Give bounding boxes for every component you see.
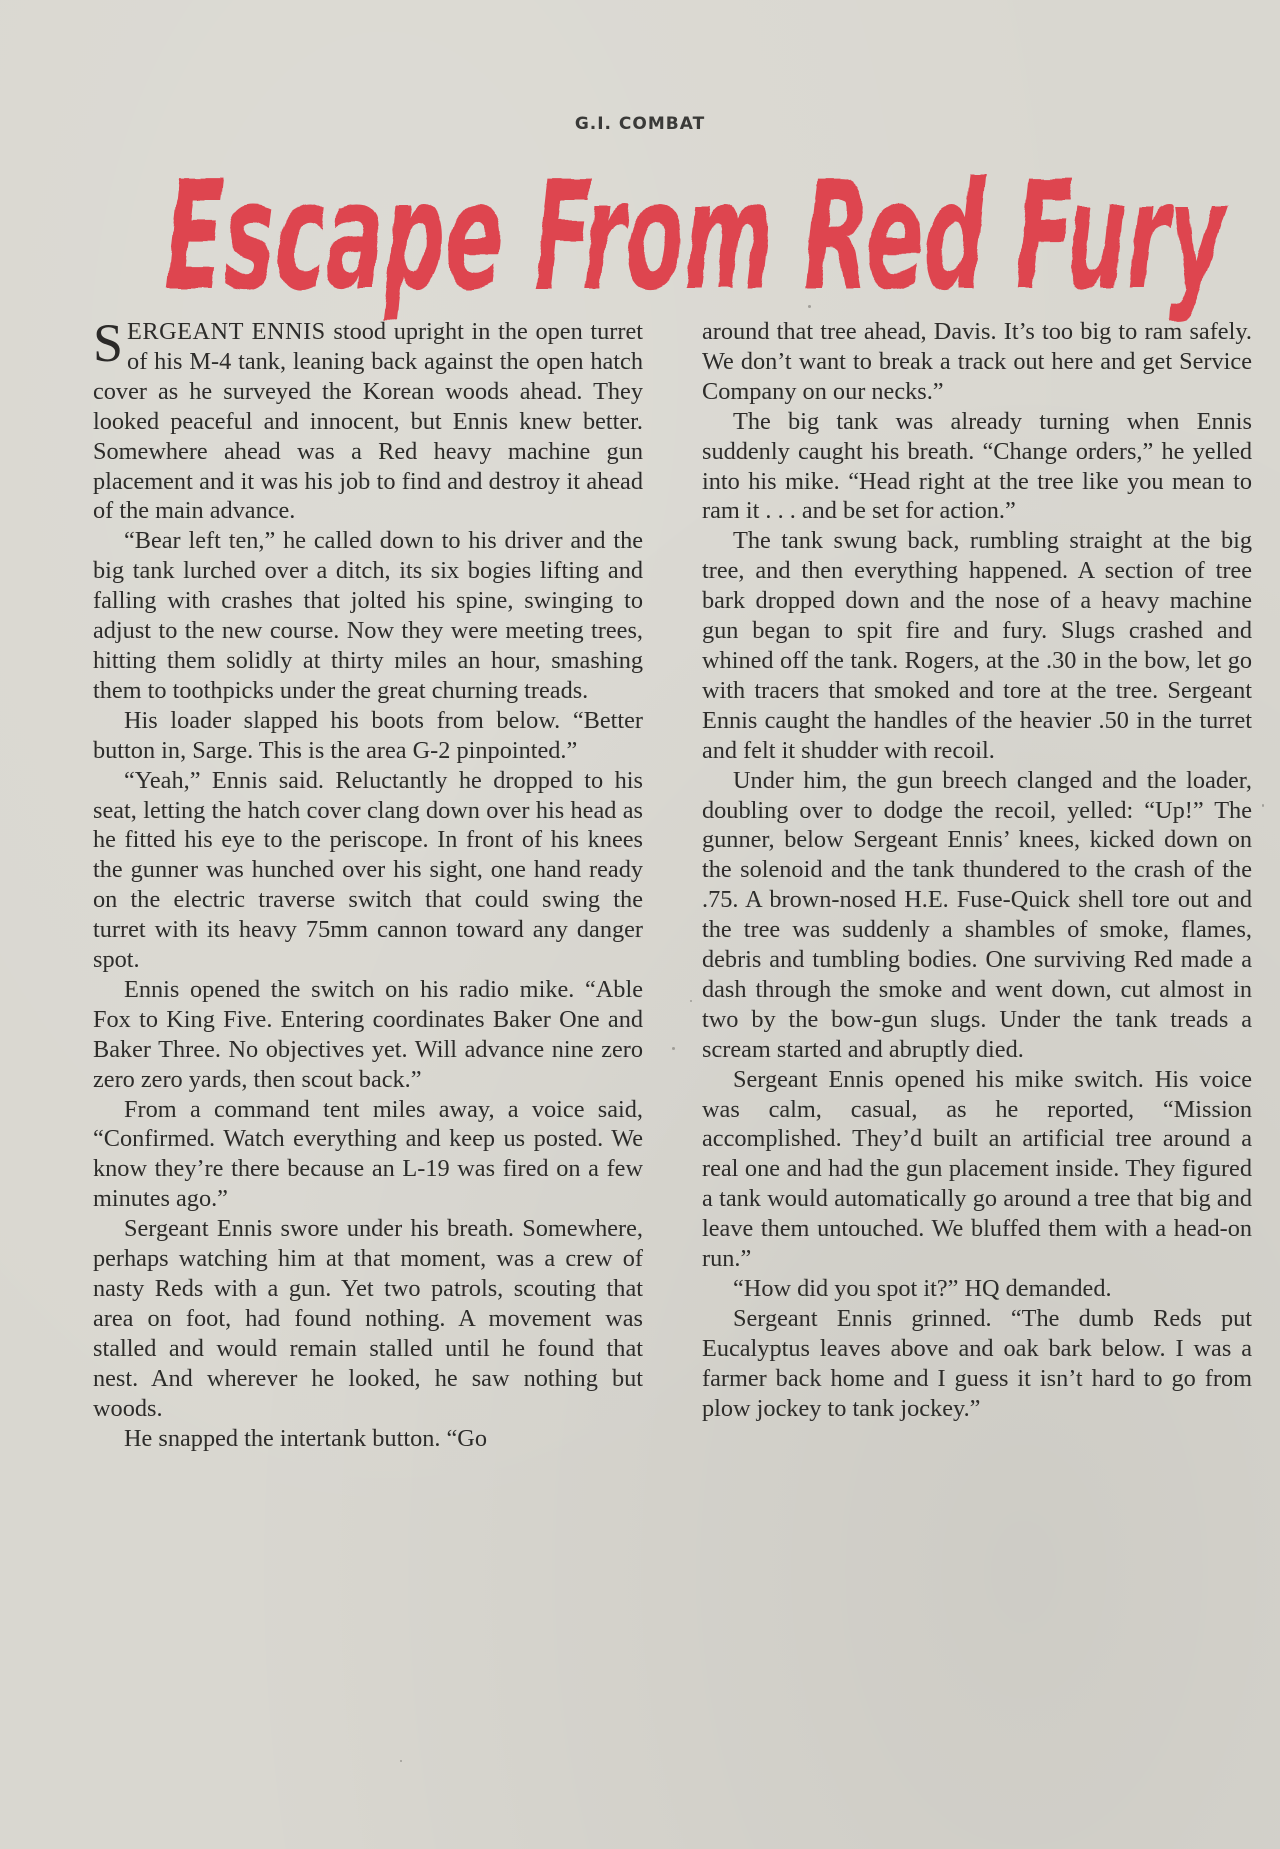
magazine-header: G.I. COMBAT	[574, 114, 706, 134]
paragraph: Sergeant Ennis opened his mike switch. His voice was calm, casual, as he reported, “Mission accomplished. They’d built an artificial tree around a real one and had the gun placement inside. They figured a tank would automatically go around a tree that big and leave them untouched. We bluffed them with a head-on run.”	[702, 1065, 1252, 1273]
paragraph: Sergeant Ennis swore under his breath. Somewhere, perhaps watching him at that moment, was a crew of nasty Reds with a gun. Yet two patrols, scouting that area on foot, had found nothing. A movement was stalled and would remain stalled until he found that nest. And wherever he looked, he saw nothing but woods.	[93, 1215, 643, 1422]
paragraph: Under him, the gun breech clanged and the loader, doubling over to dodge the recoil, yelled: “Up!” The gunner, below Sergeant Ennis’ knees, kicked down on the solenoid and the tank thundered to the crash of the .75. A brown-nosed H.E. Fuse-Quick shell tore out and the tree was suddenly a shambles of smoke, flames, debris and tumbling bodies. One surviving Red made a dash through the smoke and went down, cut almost in two by the bow-gun slugs. Under the tank treads a scream started and abruptly died.	[702, 766, 1252, 1063]
story-title: Escape From Red Fury	[165, 150, 1229, 323]
lead-caps: ERGEANT ENNIS	[127, 318, 326, 345]
opening-paragraph-text: stood upright in the open turret of his M-4 tank, leaning back against the open hatch cover as he surveyed the Korean woods ahead. They looked peaceful and innocent, but Ennis knew better. Somewhere ahead was a Red heavy machine gun placement and it was his job to find and destroy it ahead of the main advance.	[93, 318, 644, 525]
paragraph: From a command tent miles away, a voice said, “Confirmed. Watch everything and keep us posted. We know they’re there because an L-19 was fired on a few minutes ago.”	[93, 1095, 643, 1213]
print-speck	[690, 1000, 692, 1002]
paragraph: His loader slapped his boots from below. “Better button in, Sarge. This is the area G-2 pinpointed.”	[93, 706, 643, 764]
paragraph: The tank swung back, rumbling straight at the big tree, and then everything happened. A section of tree bark dropped down and the nose of a heavy machine gun began to spit fire and fury. Slugs crashed and whined off the tank. Rogers, at the .30 in the bow, let go with tracers that smoked and tore at the tree. Sergeant Ennis caught the handles of the heavier .50 in the turret and felt it shudder with recoil.	[702, 527, 1252, 764]
paragraph: “Yeah,” Ennis said. Reluctantly he dropped to his seat, letting the hatch cover clang down over his head as he fitted his eye to the periscope. In front of his knees the gunner was hunched over his sight, one hand ready on the electric traverse switch that could swing the turret with its heavy 75mm cannon toward any danger spot.	[93, 766, 643, 974]
left-text-column	[93, 313, 644, 1453]
story-title-art	[150, 138, 1240, 323]
drop-cap-letter: S	[93, 313, 124, 373]
paragraph: Ennis opened the switch on his radio mike. “Able Fox to King Five. Entering coordinates Baker One and Baker Three. No objectives yet. Will advance nine zero zero zero yards, then scout back.”	[93, 975, 643, 1093]
paragraph: “How did you spot it?” HQ demanded.	[733, 1275, 1112, 1302]
paragraph: He snapped the intertank button. “Go	[124, 1424, 488, 1452]
print-speck	[672, 1047, 675, 1050]
continued-paragraph: around that tree ahead, Davis. It’s too big to ram safely. We don’t want to break a track out here and get Service Company on our necks.”	[702, 318, 1252, 405]
opening-paragraph	[93, 313, 644, 526]
right-text-column	[702, 317, 1252, 1424]
print-speck	[400, 1760, 402, 1762]
print-speck	[808, 305, 811, 308]
paragraph: The big tank was already turning when Ennis suddenly caught his breath. “Change orders,” he yelled into his mike. “Head right at the tree like you mean to ram it . . . and be set for action.”	[702, 407, 1252, 525]
paragraph: Sergeant Ennis grinned. “The dumb Reds put Eucalyptus leaves above and oak bark below. I was a farmer back home and I guess it isn’t hard to go from plow jockey to tank jockey.”	[702, 1304, 1252, 1422]
paragraph: “Bear left ten,” he called down to his driver and the big tank lurched over a ditch, its six bogies lifting and falling with crashes that jolted his spine, swinging to adjust to the new course. Now they were meeting trees, hitting them solidly at thirty miles an hour, smashing them to toothpicks under the great churning treads.	[93, 527, 643, 704]
print-speck	[1262, 804, 1264, 807]
